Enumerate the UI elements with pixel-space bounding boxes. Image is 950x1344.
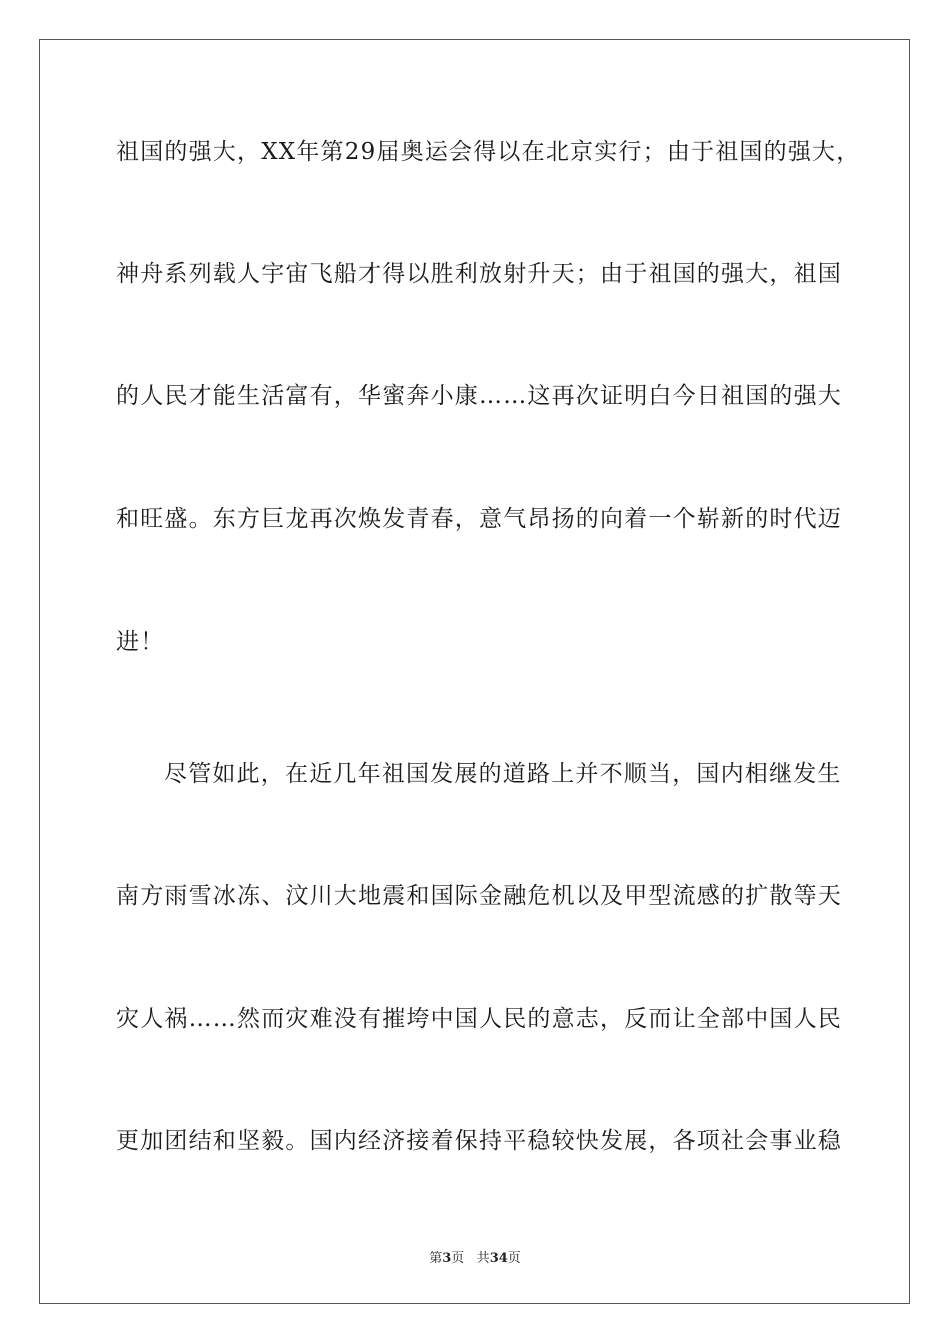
text-line-4: 和旺盛。东方巨龙再次焕发青春，意气昂扬的向着一个崭新的时代迈: [116, 506, 842, 532]
text-line-6-paragraph-start: 尽管如此，在近几年祖国发展的道路上并不顺当，国内相继发生: [164, 761, 842, 787]
text-line-3: 的人民才能生活富有，华蜜奔小康……这再次证明白今日祖国的强大: [116, 383, 842, 409]
total-pages: 34: [489, 1251, 508, 1266]
total-prefix: 共: [476, 1251, 490, 1266]
total-suffix: 页: [507, 1251, 521, 1266]
page-number: 3: [442, 1251, 452, 1266]
page-footer: [0, 1247, 950, 1266]
text-line-7: 南方雨雪冰冻、汶川大地震和国际金融危机以及甲型流感的扩散等天: [116, 883, 842, 909]
text-line-8: 灾人祸……然而灾难没有摧垮中国人民的意志，反而让全部中国人民: [116, 1006, 842, 1032]
text-line-1: 祖国的强大，XX年第29届奥运会得以在北京实行；由于祖国的强大，: [116, 139, 861, 165]
text-line-2: 神舟系列载人宇宙飞船才得以胜利放射升天；由于祖国的强大，祖国: [116, 261, 842, 287]
text-line-9: 更加团结和坚毅。国内经济接着保持平稳较快发展，各项社会事业稳: [116, 1128, 842, 1154]
page-border: [39, 39, 910, 1304]
page-suffix: 页: [451, 1251, 465, 1266]
text-line-5: 进！: [116, 629, 165, 655]
page-prefix: 第: [429, 1251, 443, 1266]
